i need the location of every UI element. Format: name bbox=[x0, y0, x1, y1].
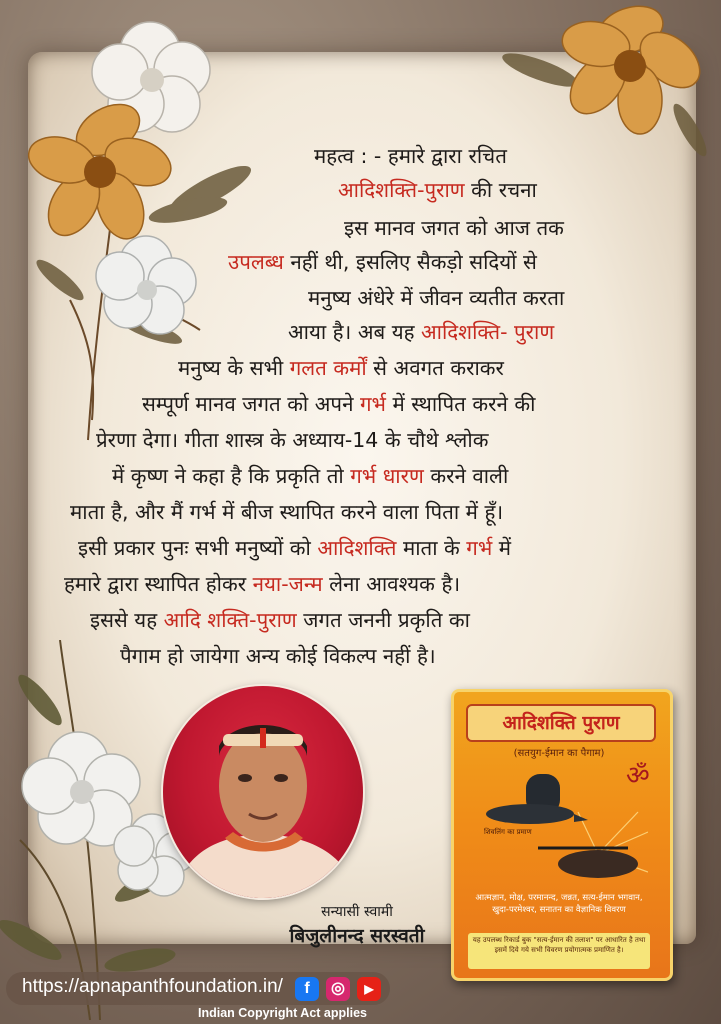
text-line bbox=[78, 534, 511, 562]
text-segment: से अवगत कराकर bbox=[366, 356, 504, 380]
text-line bbox=[90, 606, 470, 634]
portrait-photo bbox=[163, 686, 363, 898]
text-segment: इसी प्रकार पुनः सभी मनुष्यों को bbox=[78, 536, 318, 560]
text-segment: इस मानव जगत को आज तक bbox=[344, 216, 564, 240]
text-line bbox=[70, 498, 503, 526]
text-segment: में bbox=[492, 536, 512, 560]
text-segment: महत्व : - हमारे द्वारा रचित bbox=[314, 144, 507, 168]
text-segment: प्रेरणा देगा। गीता शास्त्र के अध्याय-14 के चौथे श्लोक bbox=[96, 428, 489, 452]
highlighted-text: आदिशक्ति- पुराण bbox=[421, 320, 555, 344]
text-segment: लेना आवश्यक है। bbox=[322, 572, 461, 596]
text-line bbox=[178, 354, 504, 382]
text-line bbox=[228, 248, 537, 276]
text-segment: इससे यह bbox=[90, 608, 164, 632]
book-subtitle: (सतयुग-ईमान का पैगाम) bbox=[513, 748, 605, 759]
text-segment: आया है। अब यह bbox=[288, 320, 422, 344]
text-line bbox=[112, 462, 508, 490]
text-line bbox=[64, 570, 460, 598]
copyright-notice: Indian Copyright Act applies bbox=[198, 1006, 367, 1020]
text-segment: में कृष्ण ने कहा है कि प्रकृति तो bbox=[112, 464, 351, 488]
text-line bbox=[338, 176, 537, 204]
facebook-icon[interactable]: f bbox=[295, 977, 319, 1001]
highlighted-text: गर्भ धारण bbox=[350, 464, 424, 488]
book-note-strip: यह उपलब्ध रिकार्ड बुक "सत्य-ईमान की तलाश" पर आधारित है तथा इसमें दिये गये सभी विवरण प्रयोगात्मक प्रमाणित है। bbox=[468, 933, 650, 969]
portrait-caption-title: सन्यासी स्वामी bbox=[321, 904, 393, 920]
highlighted-text: गर्भ bbox=[466, 536, 493, 560]
highlighted-text: नया-जन्म bbox=[252, 572, 323, 596]
text-segment: नहीं थी, इसलिए सैकड़ो सदियों से bbox=[283, 250, 537, 274]
text-segment: में स्थापित करने की bbox=[385, 392, 536, 416]
text-segment: माता है, और मैं गर्भ में बीज स्थापित करने वाला पिता में हूँ। bbox=[70, 500, 504, 524]
text-segment: माता के bbox=[396, 536, 467, 560]
text-segment: मनुष्य के सभी bbox=[178, 356, 290, 380]
text-segment: हमारे द्वारा स्थापित होकर bbox=[64, 572, 253, 596]
text-segment: मनुष्य अंधेरे में जीवन व्यतीत करता bbox=[308, 286, 565, 310]
book-title: आदिशक्ति पुराण bbox=[466, 704, 656, 742]
decorative-flowers-top-right bbox=[500, 0, 721, 160]
text-segment: जगत जननी प्रकृति का bbox=[296, 608, 470, 632]
highlighted-text: गर्भ bbox=[359, 392, 386, 416]
highlighted-text: आदिशक्ति-पुराण bbox=[338, 178, 465, 202]
text-segment: पैगाम हो जायेगा अन्य कोई विकल्प नहीं है। bbox=[120, 644, 436, 668]
om-symbol: ॐ bbox=[626, 761, 650, 791]
highlighted-text: आदि शक्ति-पुराण bbox=[163, 608, 297, 632]
highlighted-text: गलत कर्मों bbox=[289, 356, 367, 380]
text-line bbox=[142, 390, 535, 418]
text-line bbox=[96, 426, 488, 454]
website-link[interactable]: https://apnapanthfoundation.in/ bbox=[22, 976, 283, 997]
youtube-icon[interactable]: ▶ bbox=[357, 977, 381, 1001]
text-line bbox=[288, 318, 554, 346]
instagram-icon[interactable]: ◎ bbox=[326, 977, 350, 1001]
text-segment: करने वाली bbox=[423, 464, 509, 488]
book-small-label: शिवलिंग का प्रमाण bbox=[484, 828, 532, 836]
highlighted-text: आदिशक्ति bbox=[317, 536, 397, 560]
highlighted-text: उपलब्ध bbox=[228, 250, 284, 274]
text-line bbox=[308, 284, 564, 312]
text-segment: की रचना bbox=[464, 178, 537, 202]
text-line bbox=[314, 142, 507, 170]
book-description: आत्मज्ञान, मोक्ष, परमानन्द, जन्नत, सत्य-ईमान भगवान, खुदा-परमेश्वर, सनातन का वैज्ञानिक विवरण bbox=[475, 893, 643, 915]
text-segment: सम्पूर्ण मानव जगत को अपने bbox=[142, 392, 360, 416]
book-cover bbox=[451, 689, 673, 981]
text-line bbox=[344, 214, 564, 242]
portrait-caption-name: बिजुलीनन्द सरस्वती bbox=[289, 925, 425, 947]
text-line bbox=[120, 642, 436, 670]
